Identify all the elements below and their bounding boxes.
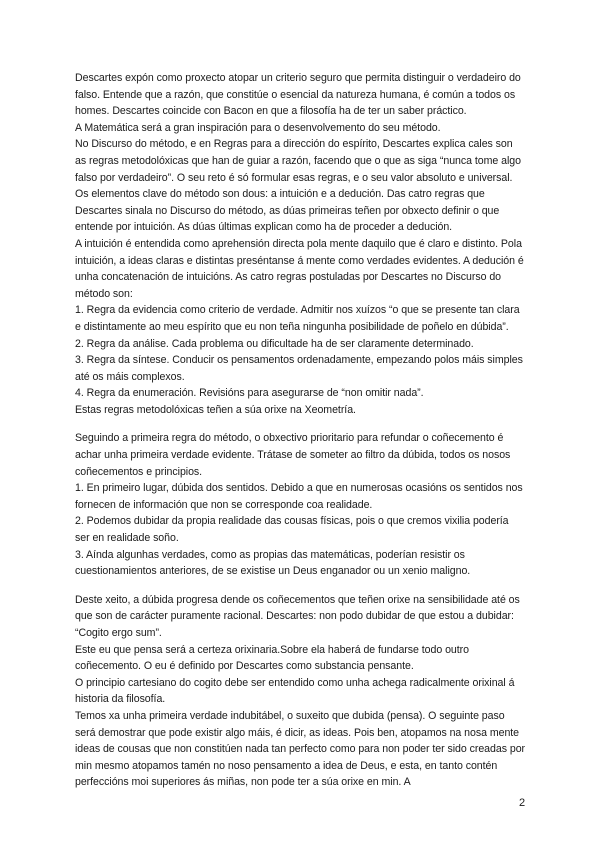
- paragraph-cogito-originality: O principio cartesiano do cogito debe ser entendido como unha achega radicalmente orixinal á historia da filosofía.: [75, 676, 515, 706]
- list-item-rule-enumeration: 4. Regra da enumeración. Revisións para asegurarse de “non omitir nada”.: [75, 387, 424, 400]
- list-item-doubt-physical: 2. Podemos dubidar da propia realidade das cousas físicas, pois o que cremos vixilia podería ser en realidade soño.: [75, 515, 509, 545]
- list-item-doubt-mathematics: 3. Aínda algunhas verdades, como as propias das matemáticas, poderían resistir os cuestionamientos anteriores, de se existise un Deus enganador ou un xenio maligno.: [75, 548, 471, 578]
- page-number: 2: [519, 797, 526, 809]
- paragraph-thinking-substance: Este eu que pensa será a certeza orixinaria.Sobre ela haberá de fundarse todo outro coñecemento. O eu é definido por Descartes como substancia pensante.: [75, 643, 469, 673]
- paragraph-rules-origin: Estas regras metodolóxicas teñen a súa orixe na Xeometría.: [75, 403, 356, 416]
- paragraph-spacer: [75, 580, 525, 592]
- list-item-rule-analysis: 2. Regra da análise. Cada problema ou dificultade ha de ser claramente determinado.: [75, 337, 474, 350]
- paragraph-cogito: Deste xeito, a dúbida progresa dende os coñecementos que teñen orixe na sensibilidade até os que son de carácter puramente racional. Descartes: non podo dubidar de que estou a dubidar: “Cogito ergo sum”.: [75, 593, 520, 639]
- list-item-rule-synthesis: 3. Regra da síntese. Conducir os pensamentos ordenadamente, empezando polos máis simples até os máis complexos.: [75, 354, 523, 383]
- paragraph-mathematics: A Matemática será a gran inspiración para o desenvolvemento do seu método.: [75, 121, 441, 134]
- paragraph-rules-overview: No Discurso do método, e en Regras para a dirección do espírito, Descartes explica cales son as regras metodolóxicas que han de guiar a razón, facendo que o que as siga “nunca tome algo falso por verdadeiro”. O seu reto é só formular esas regras, e o seu valor absoluto e universal. Os elementos clave do método son dous: a intuición e a dedución. Das catro regras que Descartes sinala no Discurso do método, as dúas primeiras teñen por obxecto definir o que entende por intuición. As dúas últimas explican como ha de proceder a dedución.: [75, 138, 521, 234]
- list-item-rule-evidence: 1. Regra da evidencia como criterio de verdade. Admitir nos xuízos “o que se presente tan clara e distintamente ao meu espírito que eu non teña ningunha posibilidade de poñelo en dúbida”.: [75, 304, 520, 333]
- document-body: [75, 70, 525, 791]
- list-item-doubt-senses: 1. En primeiro lugar, dúbida dos sentidos. Debido a que en numerosas ocasións os sentidos nos fornecen de información que non se corresponde coa realidade.: [75, 482, 523, 511]
- paragraph-doubt-intro: Seguindo a primeira regra do método, o obxectivo prioritario para refundar o coñecemento é achar unha primeira verdade evidente. Trátase de someter ao filtro da dúbida, todos os nosos coñecementos e principios.: [75, 432, 511, 478]
- paragraph-idea-of-god: Temos xa unha primeira verdade indubitábel, o suxeito que dubida (pensa). O seguinte paso será demostrar que pode existir algo máis, é dicir, as ideas. Pois ben, atopamos na nosa mente ideas de cousas que non constitúen nada tan perfecto como para non poder ter sido creadas por min mesmo atopamos tamén no noso pensamento a idea de Deus, e esta, en tanto contén perfeccións moi superiores ás miñas, non pode ter a súa orixe en min. A: [75, 709, 526, 789]
- paragraph-method-intro: Descartes expón como proxecto atopar un criterio seguro que permita distinguir o verdadeiro do falso. Entende que a razón, que constitúe o esencial da natureza humana, é común a todos os homes. Descartes coincide con Bacon en que a filosofía ha de ter un saber práctico.: [75, 72, 521, 118]
- paragraph-spacer: [75, 418, 525, 430]
- paragraph-intuition: A intuición é entendida como aprehensión directa pola mente daquilo que é claro e distinto. Pola intuición, a ideas claras e distintas preséntanse á mente como verdades evidentes. A dedución é unha concatenación de intuicións. As catro regras postuladas por Descartes no Discurso do método son:: [75, 237, 524, 300]
